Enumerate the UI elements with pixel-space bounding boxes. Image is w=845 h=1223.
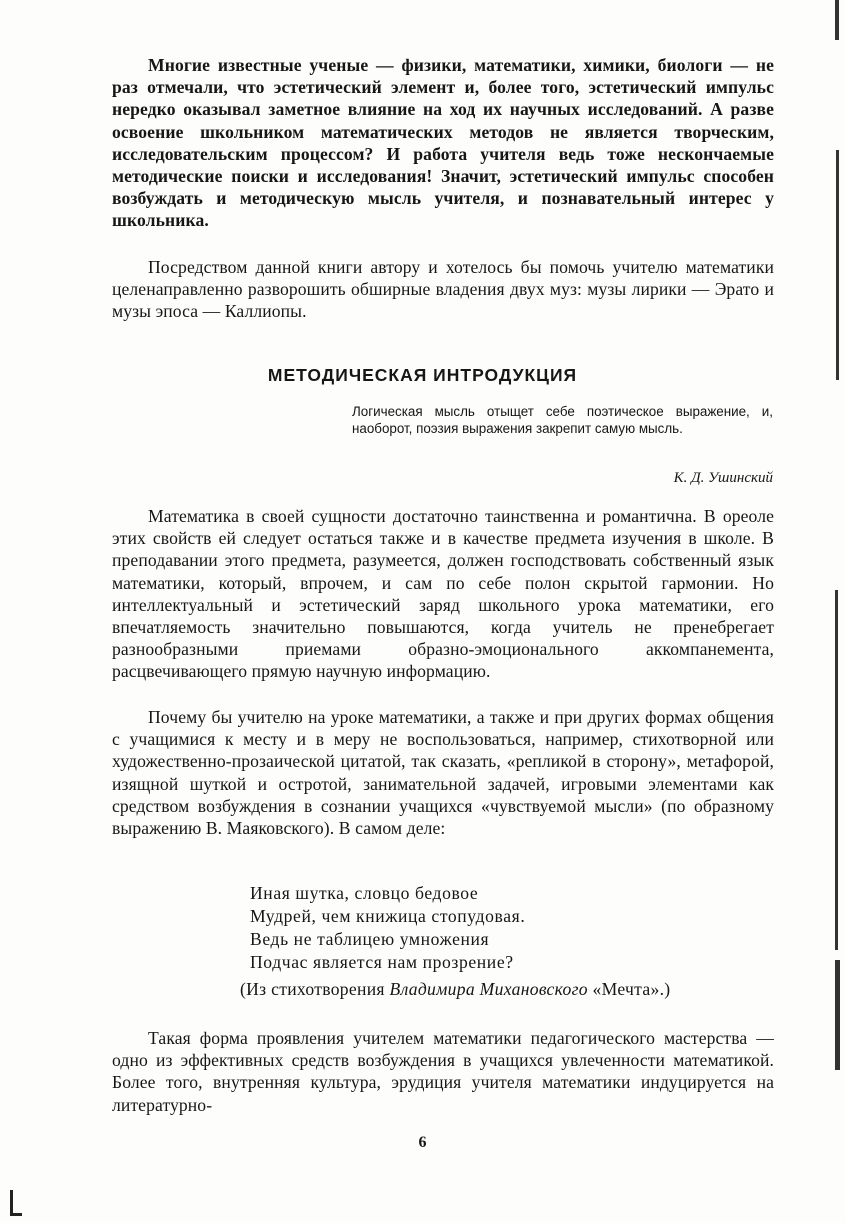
- poem-source-suffix: «Мечта».): [587, 979, 671, 999]
- poem-source-prefix: (Из стихотворения: [240, 979, 390, 999]
- epigraph-author: К. Д. Ушинский: [673, 470, 773, 486]
- scan-edge-mark: [835, 0, 839, 40]
- poem-source-author: Владимира Михановского: [389, 979, 588, 999]
- poem-source: [240, 979, 776, 1000]
- poem-line: Иная шутка, словцо бедовое: [250, 883, 479, 903]
- scan-edge-mark: [835, 590, 838, 950]
- paragraph-book-purpose: Посредством данной книги автору и хотелось бы помочь учителю математики целенаправленно разворошить обширные владения двух муз: музы лирики — Эрато и музы эпоса — Каллиопы.: [112, 257, 774, 322]
- poem-quote: [250, 882, 670, 974]
- poem-line: Подчас является нам прозрение?: [250, 952, 514, 972]
- paragraph-teacher-quotes: Почему бы учителю на уроке математики, а также и при других формах общения с учащимися к месту и в меру не воспользоваться, например, стихотворной или художественно-прозаической цитатой, так сказать, «репликой в сторону», метафорой, изящной шуткой и остротой, занимательной задачей, игровыми элементами как средством возбуждения в сознании учащихся «чувствуемой мысли» (по образному выражению В. Маяковского). В самом деле:: [112, 707, 774, 839]
- poem-line: Ведь не таблицею умножения: [250, 929, 490, 949]
- section-heading: МЕТОДИЧЕСКАЯ ИНТРОДУКЦИЯ: [267, 365, 578, 385]
- page-number: 6: [418, 1134, 427, 1151]
- paragraph-math-romance: Математика в своей сущности достаточно таинственна и романтична. В ореоле этих свойств ей следует остаться также и в качестве предмета изучения в школе. В преподавании этого предмета, разумеется, должен господствовать собственный язык математики, который, впрочем, и сам по себе полон скрытой гармонии. Но интеллектуальный и эстетический заряд школьного урока математики, его впечатляемость значительно повышаются, когда учитель не пренебрегает разнообразными приемами образно-эмоционального аккомпанемента, расцвечивающего прямую научную информацию.: [112, 506, 774, 682]
- scan-corner-mark: [10, 1213, 22, 1216]
- poem-line: Мудрей, чем книжица стопудовая.: [250, 906, 526, 926]
- paragraph-muses-scientists: Многие известные ученые — физики, математики, химики, биологи — не раз отмечали, что эстетический элемент и, более того, эстетический импульс нередко оказывал заметное влияние на ход их научных исследований. А разве освоение школьником математических методов не является творческим, исследовательским процессом? И работа учителя ведь тоже нескончаемые методические поиски и исследования! Значит, эстетический импульс способен возбуждать и методическую мысль учителя, и познавательный интерес у школьника.: [112, 55, 774, 231]
- scan-edge-mark: [836, 150, 839, 380]
- scan-edge-mark: [835, 960, 840, 1070]
- paragraph-teacher-mastery: Такая форма проявления учителем математики педагогического мастерства — одно из эффективных средств возбуждения в учащихся увлеченности математикой. Более того, внутренняя культура, эрудиция учителя математики индуцируется на литературно-: [112, 1028, 774, 1115]
- epigraph-text: Логическая мысль отыщет себе поэтическое выражение, и, наоборот, поэзия выражения закрепит самую мысль.: [352, 404, 773, 437]
